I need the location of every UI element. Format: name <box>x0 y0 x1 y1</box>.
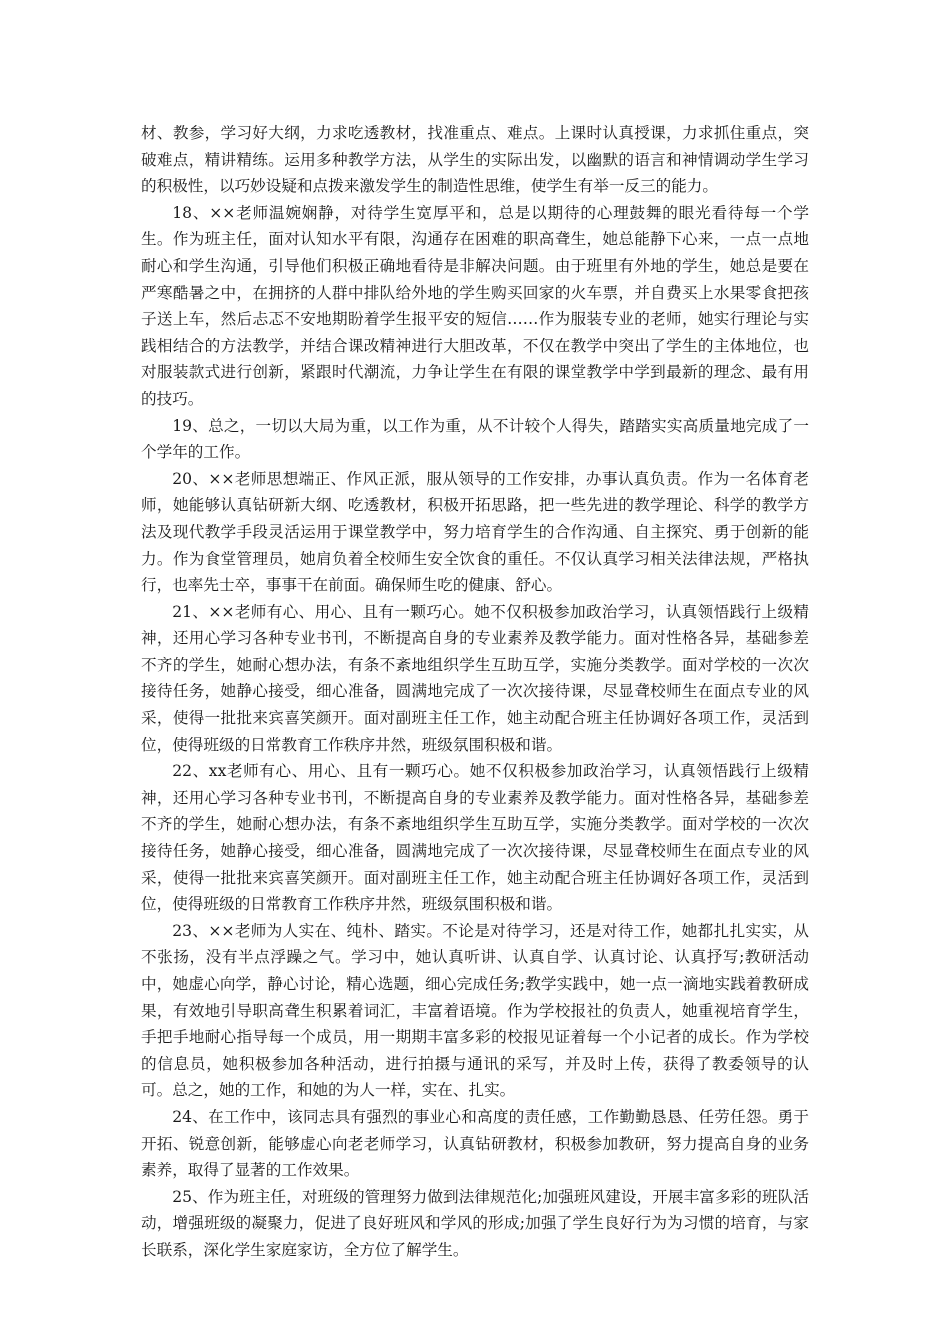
paragraph-25: 25、作为班主任，对班级的管理努力做到法律规范化;加强班风建设，开展丰富多彩的班队活动，增强班级的凝聚力，促进了良好班风和学风的形成;加强了学生良好行为为习惯的培育，与家长联系，深化学生家庭家访，全方位了解学生。 <box>141 1187 809 1259</box>
paragraph-18: 18、××老师温婉娴静，对待学生宽厚平和，总是以期待的心理鼓舞的眼光看待每一个学生。作为班主任，面对认知水平有限，沟通存在困难的职高聋生，她总能静下心来，一点一点地耐心和学生沟通，引导他们积极正确地看待是非解决问题。由于班里有外地的学生，她总是要在严寒酷暑之中，在拥挤的人群中排队给外地的学生购买回家的火车票，并自费买上水果零食把孩子送上车，然后忐忑不安地期盼着学生报平安的短信……作为服装专业的老师，她实行理论与实践相结合的方法教学，并结合课改精神进行大胆改革，不仅在教学中突出了学生的主体地位，也对服装款式进行创新，紧跟时代潮流，力争让学生在有限的课堂教学中学到最新的理念、最有用的技巧。 <box>141 203 809 408</box>
paragraph-19: 19、总之，一切以大局为重，以工作为重，从不计较个人得失，踏踏实实高质量地完成了一个学年的工作。 <box>141 416 809 462</box>
paragraph-20: 20、××老师思想端正、作风正派，服从领导的工作安排，办事认真负责。作为一名体育老师，她能够认真钻研新大纲、吃透教材，积极开拓思路，把一些先进的教学理论、科学的教学方法及现代教学手段灵活运用于课堂教学中，努力培育学生的合作沟通、自主探究、勇于创新的能力。作为食堂管理员，她肩负着全校师生安全饮食的重任。不仅认真学习相关法律法规，严格执行，也率先士卒，事事干在前面。确保师生吃的健康、舒心。 <box>141 469 809 595</box>
paragraph-23: 23、××老师为人实在、纯朴、踏实。不论是对待学习，还是对待工作，她都扎扎实实，从不张扬，没有半点浮躁之气。学习中，她认真听讲、认真自学、认真讨论、认真抒写;教研活动中，她虚心向学，静心讨论，精心选题，细心完成任务;教学实践中，她一点一滴地实践着教研成果，有效地引导职高聋生积累着词汇，丰富着语境。作为学校报社的负责人，她重视培育学生，手把手地耐心指导每一个成员，用一期期丰富多彩的校报见证着每一个小记者的成长。作为学校的信息员，她积极参加各种活动，进行拍摄与通讯的采写，并及时上传，获得了教委领导的认可。总之，她的工作，和她的为人一样，实在、扎实。 <box>141 921 809 1100</box>
paragraph-24: 24、在工作中，该同志具有强烈的事业心和高度的责任感，工作勤勤恳恳、任劳任怨。勇于开拓、锐意创新，能够虚心向老老师学习，认真钻研教材，积极参加教研，努力提高自身的业务素养，取得了显著的工作效果。 <box>141 1107 809 1180</box>
document-body <box>141 120 809 1264</box>
paragraph-continuation: 材、教参，学习好大纲，力求吃透教材，找准重点、难点。上课时认真授课，力求抓住重点，突破难点，精讲精练。运用多种教学方法，从学生的实际出发，以幽默的语言和神情调动学生学习的积极性，以巧妙设疑和点拨来激发学生的制造性思维，使学生有举一反三的能力。 <box>141 124 809 196</box>
paragraph-22: 22、xx老师有心、用心、且有一颗巧心。她不仅积极参加政治学习，认真领悟践行上级精神，还用心学习各种专业书刊，不断提高自身的专业素养及教学能力。面对性格各异，基础参差不齐的学生，她耐心想办法，有条不紊地组织学生互助互学，实施分类教学。面对学校的一次次接待任务，她静心接受，细心准备，圆满地完成了一次次接待课，尽显聋校师生在面点专业的风采，使得一批批来宾喜笑颜开。面对副班主任工作，她主动配合班主任协调好各项工作，灵活到位，使得班级的日常教育工作秩序井然，班级氛围积极和谐。 <box>141 762 809 914</box>
paragraph-21: 21、××老师有心、用心、且有一颗巧心。她不仅积极参加政治学习，认真领悟践行上级精神，还用心学习各种专业书刊，不断提高自身的专业素养及教学能力。面对性格各异，基础参差不齐的学生，她耐心想办法，有条不紊地组织学生互助互学，实施分类教学。面对学校的一次次接待任务，她静心接受，细心准备，圆满地完成了一次次接待课，尽显聋校师生在面点专业的风采，使得一批批来宾喜笑颜开。面对副班主任工作，她主动配合班主任协调好各项工作，灵活到位，使得班级的日常教育工作秩序井然，班级氛围积极和谐。 <box>141 602 809 754</box>
